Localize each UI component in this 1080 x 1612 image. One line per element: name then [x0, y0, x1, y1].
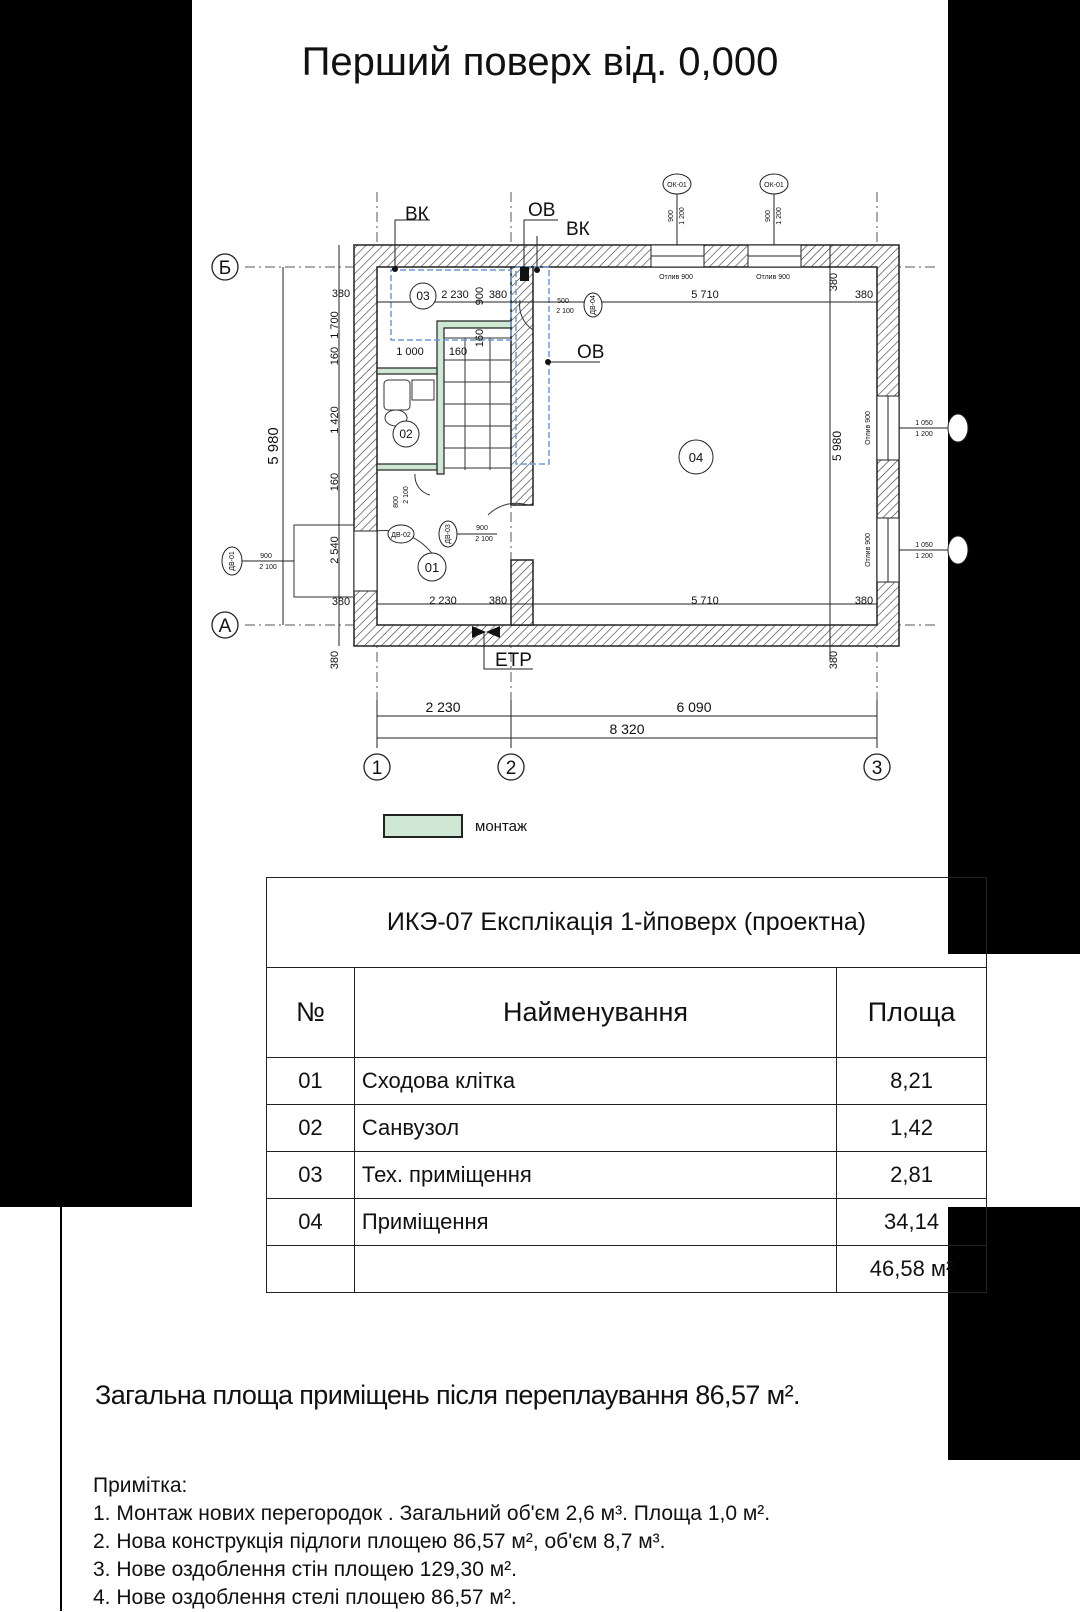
row-area: 34,14: [837, 1199, 987, 1246]
room-02-label: 02: [399, 427, 413, 441]
notes-heading: Примітка:: [93, 1474, 188, 1497]
new-partition: [377, 464, 437, 470]
door-dv01-h: 2 100: [259, 564, 277, 571]
table-row: [267, 1152, 987, 1199]
door-tag-dv01: ДВ-01: [229, 551, 236, 571]
window-ok01-a-sill: Отлив 900: [659, 274, 693, 281]
axis-row-a: А: [218, 616, 232, 637]
exterior-walls: [354, 245, 899, 646]
window-tag-ok02-a: ОК-02: [956, 418, 963, 438]
door-dv04-w: 500: [557, 298, 569, 305]
dim-inner-900: 900: [474, 286, 486, 306]
dim-left-1420: 1 420: [329, 406, 341, 434]
row-number: 04: [267, 1199, 355, 1246]
table-total-row: [267, 1246, 987, 1293]
header-number: №: [267, 968, 355, 1058]
door-dv02-h: 2 100: [403, 486, 410, 504]
row-number: 01: [267, 1058, 355, 1105]
dim-right-380-bot: 380: [828, 650, 840, 670]
header-name: Найменування: [354, 968, 836, 1058]
dim-left-2540: 2 540: [329, 536, 341, 564]
window-ok01-b-h: 1 200: [776, 207, 783, 225]
dim-bot-wall: 380: [488, 595, 508, 607]
window-ok01-a-w: 900: [668, 210, 675, 222]
window-tag-ok02-b: ОК-02: [956, 540, 963, 560]
page-title: Перший поверх від. 0,000: [301, 40, 779, 84]
table-caption: ИКЭ-07 Експлікація 1-йповерх (проектна): [267, 878, 987, 968]
note-item: 4. Нове оздоблення стелі площею 86,57 м².: [93, 1586, 517, 1609]
row-area: 2,81: [837, 1152, 987, 1199]
dim-top-room3: 2 230: [441, 289, 469, 301]
axis-col-1: 1: [371, 758, 383, 779]
dim-bot-room1: 2 230: [429, 595, 457, 607]
row-area: 8,21: [837, 1058, 987, 1105]
total-area-statement: Загальна площа приміщень після переплаування 86,57 м².: [95, 1380, 800, 1410]
axis-col-2: 2: [505, 758, 517, 779]
dim-right-total: 5 980: [830, 430, 844, 462]
table-total: 46,58 м²: [837, 1246, 987, 1293]
dim-bottom-b: 6 090: [676, 699, 712, 715]
row-name: Санвузол: [354, 1105, 836, 1152]
label-etr: ЕТР: [495, 650, 532, 671]
door-dv03-w: 900: [476, 525, 488, 532]
legend: [383, 815, 527, 837]
window-ok02-a-h: 1 200: [915, 431, 933, 438]
room-04-label: 04: [688, 450, 704, 465]
dim-left-160-b: 160: [329, 472, 341, 492]
door-opening: [354, 531, 377, 591]
note-item: 3. Нове оздоблення стін площею 129,30 м².: [93, 1558, 517, 1581]
window-tag-ok01-a: ОК-01: [667, 182, 687, 189]
note-item: 2. Нова конструкція підлоги площею 86,57 м², об'єм 8,7 м³.: [93, 1530, 666, 1553]
interior-wall-lower: [511, 560, 533, 625]
dim-left-1700: 1 700: [329, 311, 341, 339]
dim-bot-right: 380: [854, 595, 874, 607]
note-item: 1. Монтаж нових перегородок . Загальний об'єм 2,6 м³. Площа 1,0 м².: [93, 1502, 771, 1525]
window-ok01-a-h: 1 200: [679, 207, 686, 225]
new-partition: [377, 368, 437, 374]
dim-inner-160: 160: [448, 346, 468, 358]
window-ok02-a-sill: Отлив 900: [865, 411, 872, 445]
window-ok01-b-w: 900: [765, 210, 772, 222]
dim-left-160-a: 160: [329, 346, 341, 366]
window-tag-ok01-b: ОК-01: [764, 182, 784, 189]
dim-bottom-total: 8 320: [609, 721, 645, 737]
row-area: 1,42: [837, 1105, 987, 1152]
legend-label: монтаж: [475, 817, 528, 835]
dim-top-room4: 5 710: [691, 289, 719, 301]
label-ov-top: ОВ: [528, 200, 556, 221]
dim-inner-160v: 160: [474, 328, 486, 348]
notes: [93, 1472, 770, 1612]
explication-table: [266, 877, 987, 1293]
table-row: [267, 1058, 987, 1105]
axis-col-3: 3: [871, 758, 883, 779]
label-vk-left: ВК: [405, 204, 429, 225]
row-number: 03: [267, 1152, 355, 1199]
dim-top-wall: 380: [488, 289, 508, 301]
dim-top-right: 380: [854, 289, 874, 301]
label-vk-right: ВК: [566, 219, 590, 240]
dim-inner-1000: 1 000: [396, 346, 424, 358]
dim-left-380-bot: 380: [331, 596, 351, 608]
door-dv03-h: 2 100: [475, 536, 493, 543]
door-tag-dv04: ДВ-04: [590, 295, 597, 315]
dim-bottom-a: 2 230: [425, 699, 461, 715]
table-row: [267, 1105, 987, 1152]
room-03-label: 03: [416, 289, 430, 303]
row-name: Тех. приміщення: [354, 1152, 836, 1199]
door-dv01-w: 900: [260, 553, 272, 560]
row-number: 02: [267, 1105, 355, 1152]
label-ov-right: ОВ: [577, 342, 605, 363]
door-tag-dv02: ДВ-02: [391, 532, 411, 539]
dim-right-380-top: 380: [828, 272, 840, 292]
window-ok02-a-w: 1 050: [915, 420, 933, 427]
axis-row-b: Б: [218, 258, 232, 279]
window-ok02-b-h: 1 200: [915, 553, 933, 560]
row-name: Сходова клітка: [354, 1058, 836, 1105]
row-name: Приміщення: [354, 1199, 836, 1246]
window-ok02-b-w: 1 050: [915, 542, 933, 549]
left-margin-line: [60, 1207, 62, 1611]
interior-wall: [511, 267, 533, 505]
dim-bot-room4: 5 710: [691, 595, 719, 607]
table-row: [267, 1199, 987, 1246]
door-dv04-h: 2 100: [556, 308, 574, 315]
legend-swatch: [383, 814, 463, 838]
room-01-label: 01: [424, 560, 440, 575]
window-ok01-b-sill: Отлив 900: [756, 274, 790, 281]
dim-left-380-top: 380: [331, 288, 351, 300]
window-ok02-b-sill: Отлив 900: [865, 533, 872, 567]
dim-left-380-out: 380: [329, 650, 341, 670]
door-tag-dv03: ДВ-03: [445, 524, 452, 544]
dim-left-total: 5 980: [265, 427, 282, 465]
door-dv02-w: 800: [393, 496, 400, 508]
header-area: Площа: [837, 968, 987, 1058]
